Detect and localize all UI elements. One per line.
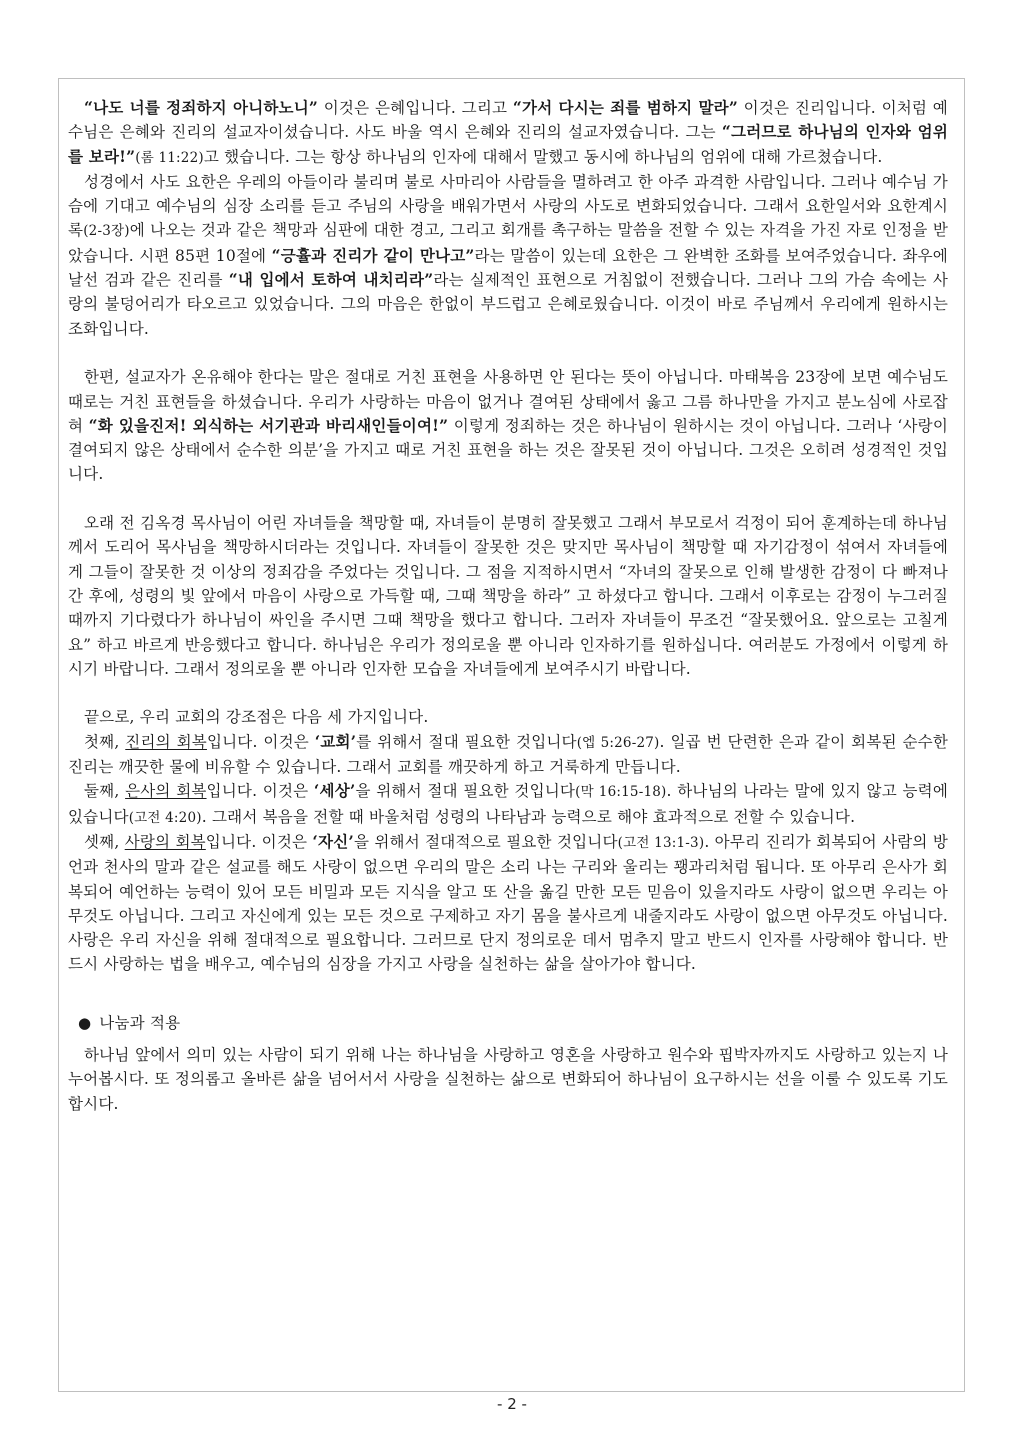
paragraph-text: 성경에서 사도 요한은 우레의 아들이라 불리며 불로 사마리아 사람들을 멸하려고 한 아주 과격한 사람입니다. 그러나 예수님 가슴에 기대고 예수님의 심장 소리를 듣고 주님의 사랑을 배워가면서 사랑의 사도로 변화되었습니다. 그래서 요한일서와 요한계시록 [68, 172, 948, 240]
paragraph-text: 이렇게 정죄하는 것은 하나님이 원하시는 것이 아닙니다. 그러나 ‘사랑이 결여되지 않은 상태에서 순수한 의분’을 가지고 때로 거친 표현을 하는 것은 잘못된 것이 아닙니다. 그것은 오히려 성경적인 것입니다. [68, 416, 948, 484]
paragraph-text: 이것은 진리입니다. 이처럼 예수님은 은혜와 진리의 설교자이셨습니다. 사도 바울 역시 은혜와 진리의 설교자였습니다. 그는 [68, 99, 948, 142]
scripture-reference: (고전 13:1-3) [617, 834, 705, 851]
paragraph-second-emphasis [68, 779, 948, 830]
scripture-reference: (엡 5:26-27) [576, 734, 660, 751]
emphasis-underline: 은사의 회복 [125, 782, 207, 801]
quote-bold: “나도 너를 정죄하지 아니하노니” [84, 98, 319, 117]
document-body [68, 96, 948, 1116]
paragraph-text: 첫째, [84, 732, 126, 751]
paragraph-sharing-application [68, 1043, 948, 1116]
paragraph-spacer [68, 681, 948, 705]
paragraph-text: . 아무리 진리가 회복되어 사람의 방언과 천사의 말과 같은 설교를 해도 사랑이 없으면 우리의 말은 소리 나는 구리와 울리는 꽹과리처럼 됩니다. 또 아무리 은사가 회복되어 예언하는 능력이 있어 모든 비밀과 모든 지식을 알고 또 산을 옮길 만한 모든 믿음이 있을지라도 사랑이 없으면 우리는 아무것도 아닙니다. 그리고 자신에게 있는 모든 것으로 구제하고 자기 몸을 불사르게 내줄지라도 사랑이 없으면 아무것도 아닙니다. 사랑은 우리 자신을 위해 절대적으로 필요합니다. 그러므로 단지 정의로운 데서 멈추지 말고 반드시 인자를 사랑해야 합니다. 반드시 사랑하는 법을 배우고, 예수님의 심장을 가지고 사랑을 실천하는 삶을 살아가야 합니다. [68, 832, 948, 974]
paragraph-text: 이것은 은혜입니다. 그리고 [318, 99, 513, 117]
paragraph-text: 에 나오는 것과 같은 책망과 심판에 대한 경고, 그리고 회개를 촉구하는 말씀을 전할 수 있는 자격을 가진 자로 인정을 받았습니다. 시편 85편 10절에 [68, 221, 948, 265]
paragraph-text: 한편, 설교자가 온유해야 한다는 말은 절대로 거친 표현을 사용하면 안 된다는 뜻이 아닙니다. 마태복음 23장에 보면 예수님도 때로는 거친 표현들을 하셨습니다. 우리가 사랑하는 마음이 없거나 결여된 상태에서 옳고 그름 하나만을 가지고 분노심에 사로잡혀 [68, 368, 948, 435]
keyword-bold: ‘교회’ [314, 731, 357, 751]
section-spacer [68, 977, 948, 1011]
bullet-icon: ● [78, 1013, 92, 1032]
paragraph-text: 을 위해서 절대 필요한 것입니다 [355, 782, 576, 801]
paragraph-text: 끝으로, 우리 교회의 강조점은 다음 세 가지입니다. [84, 708, 429, 727]
keyword-bold: ‘세상’ [313, 781, 356, 801]
quote-bold: “내 입에서 토하여 내치리라” [228, 270, 434, 290]
section-heading [78, 1011, 948, 1035]
paragraph-spacer [68, 487, 948, 511]
paragraph-spacer [68, 341, 948, 365]
paragraph-text: 입니다. 이것은 [206, 732, 315, 751]
quote-bold: “화 있을진저! 외식하는 서기관과 바리새인들이여!” [88, 415, 449, 435]
paragraph-text: 입니다. 이것은 [205, 832, 313, 851]
paragraph-text: . 일곱 번 단련한 은과 같이 회복된 순수한 진리는 깨끗한 물에 비유할 수 있습니다. 그래서 교회를 깨끗하게 하고 거룩하게 만듭니다. [68, 732, 948, 777]
paragraph-text: 셋째, [84, 832, 125, 851]
paragraph-text: 를 위해서 절대 필요한 것입니다 [356, 732, 577, 751]
paragraph-pastor-story [68, 511, 948, 681]
scripture-reference: (막 16:15-18) [575, 784, 667, 801]
page-number: - 2 - [497, 1395, 527, 1413]
paragraph-text: 입니다. 이것은 [206, 782, 314, 801]
scripture-reference: (롬 11:22) [135, 149, 204, 166]
paragraph-grace-and-truth [68, 96, 948, 170]
quote-bold: “그러므로 하나님의 인자와 엄위를 보라!” [68, 122, 948, 166]
scripture-reference: (고전 4:20) [128, 809, 202, 826]
paragraph-apostle-john [68, 170, 948, 341]
quote-bold: “가서 다시는 죄를 범하지 말라” [512, 98, 738, 117]
paragraph-text: 하나님 앞에서 의미 있는 사람이 되기 위해 나는 하나님을 사랑하고 영혼을 사랑하고 원수와 핍박자까지도 사랑하고 있는지 나누어봅시다. 또 정의롭고 올바른 삶을 넘어서서 사랑을 실천하는 삶으로 변화되어 하나님이 요구하시는 선을 이룰 수 있도록 기도합시다. [68, 1045, 948, 1113]
quote-bold: “긍휼과 진리가 같이 만나고” [271, 245, 475, 265]
paragraph-text: . 그래서 복음을 전할 때 바울처럼 성령의 나타남과 능력으로 해야 효과적으로 전할 수 있습니다. [201, 807, 856, 826]
keyword-bold: ‘자신’ [312, 831, 354, 851]
paragraph-text: 고 했습니다. 그는 항상 하나님의 인자에 대해서 말했고 동시에 하나님의 엄위에 대해 가르쳤습니다. [203, 147, 883, 166]
paragraph-text: 을 위해서 절대적으로 필요한 것입니다 [353, 832, 618, 851]
section-title: 나눔과 적용 [99, 1013, 181, 1032]
paragraph-first-emphasis [68, 730, 948, 780]
scripture-reference: (2-3장) [83, 223, 130, 240]
paragraph-text: 라는 실제적인 표현으로 거침없이 전했습니다. 그러나 그의 가슴 속에는 사랑의 불덩어리가 타오르고 있었습니다. 그의 마음은 한없이 부드럽고 은혜로웠습니다. 이것이 바로 주님께서 우리에게 원하시는 조화입니다. [68, 271, 948, 338]
paragraph-text: . 하나님의 나라는 말에 있지 않고 능력에 있습니다 [68, 782, 948, 826]
paragraph-emphasis-intro [68, 705, 948, 729]
emphasis-underline: 사랑의 회복 [124, 832, 206, 851]
paragraph-text: 둘째, [84, 782, 126, 801]
paragraph-text: 오래 전 김옥경 목사님이 어린 자녀들을 책망할 때, 자녀들이 분명히 잘못했고 그래서 부모로서 걱정이 되어 훈계하는데 하나님께서 도리어 목사님을 책망하시더라는 것입니다. 자녀들이 잘못한 것은 맞지만 목사님이 책망할 때 자기감정이 섞여서 자녀들에게 그들이 잘못한 것 이상의 정죄감을 주었다는 것입니다. 그 점을 지적하시면서 “자녀의 잘못으로 인해 발생한 감정이 다 빠져나간 후에, 성령의 빛 앞에서 마음이 사랑으로 가득할 때, 그때 책망을 하라” 고 하셨다고 합니다. 그래서 이후로는 감정이 누그러질 때까지 기다렸다가 하나님이 싸인을 주시면 그때 책망을 했다고 합니다. 그러자 자녀들이 무조건 “잘못했어요. 앞으로는 고칠게요” 하고 바르게 반응했다고 합니다. 하나님은 우리가 정의로울 뿐 아니라 인자하기를 원하십니다. 여러분도 가정에서 이렇게 하시기 바랍니다. 그래서 정의로울 뿐 아니라 인자한 모습을 자녀들에게 보여주시기 바랍니다. [68, 514, 948, 678]
paragraph-text: 라는 말씀이 있는데 요한은 그 완벽한 조화를 보여주었습니다. 좌우에 날선 검과 같은 진리를 [68, 246, 948, 290]
paragraph-third-emphasis [68, 830, 948, 977]
emphasis-underline: 진리의 회복 [125, 732, 207, 751]
paragraph-gentle-preacher [68, 365, 948, 486]
